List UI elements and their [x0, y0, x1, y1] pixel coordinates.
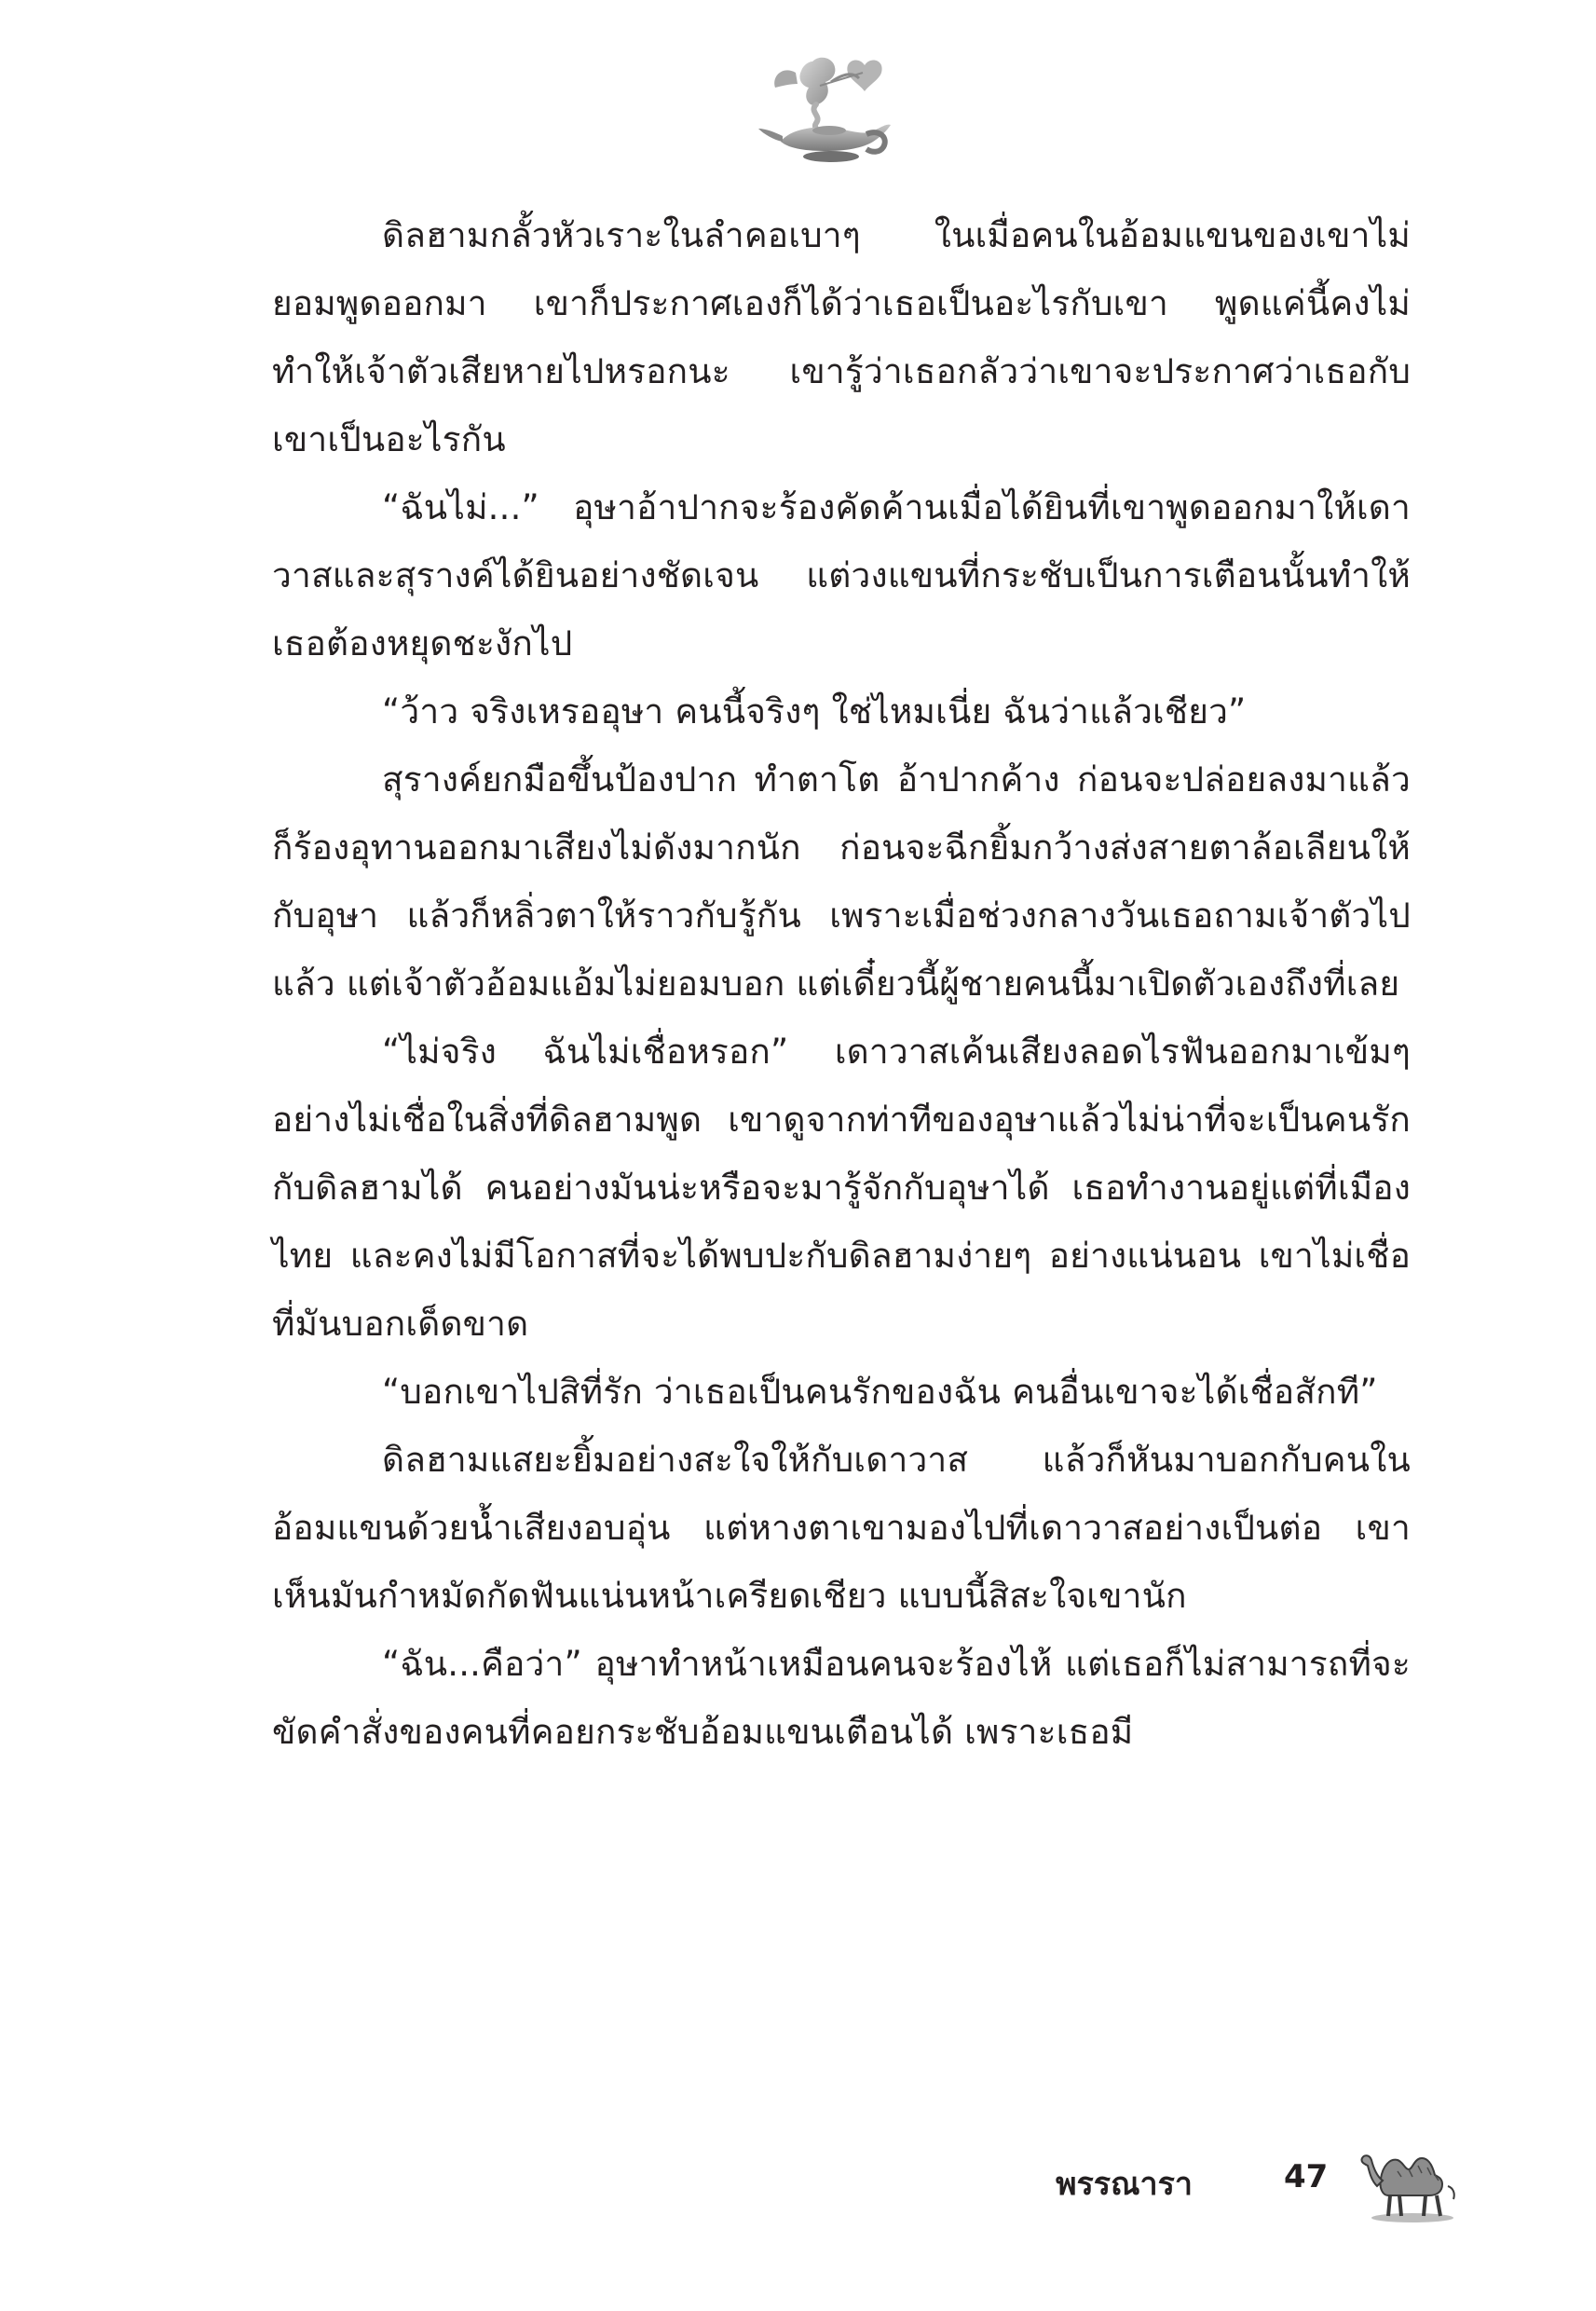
paragraph: “ฉันไม่...” อุษาอ้าปากจะร้องคัดค้านเมื่อได้ยินที่เขาพูดออกมาให้เดาวาสและสุรางค์ได้ยินอย่างชัดเจน แต่วงแขนที่กระชับเป็นการเตือนนั้นทำให้เธอต้องหยุดชะงักไป	[272, 487, 1411, 663]
paragraph: “บอกเขาไปสิที่รัก ว่าเธอเป็นคนรักของฉัน คนอื่นเขาจะได้เชื่อสักที”	[382, 1372, 1378, 1412]
camel-icon	[1360, 2125, 1463, 2227]
chapter-body	[272, 201, 1411, 1766]
cupid-genie-lamp-icon	[755, 45, 904, 166]
paragraph: สุรางค์ยกมือขึ้นป้องปาก ทำตาโต อ้าปากค้าง ก่อนจะปล่อยลงมาแล้วก็ร้องอุทานออกมาเสียงไม่ดังมากนัก ก่อนจะฉีกยิ้มกว้างส่งสายตาล้อเลียนให้กับอุษา แล้วก็หลิ่วตาให้ราวกับรู้กัน เพราะเมื่อช่วงกลางวันเธอถามเจ้าตัวไปแล้ว แต่เจ้าตัวอ้อมแอ้มไม่ยอมบอก แต่เดี๋ยวนี้ผู้ชายคนนี้มาเปิดตัวเองถึงที่เลย	[272, 759, 1411, 1004]
paragraph: “ไม่จริง ฉันไม่เชื่อหรอก” เดาวาสเค้นเสียงลอดไรฟันออกมาเข้มๆ อย่างไม่เชื่อในสิ่งที่ดิลฮามพูด เขาดูจากท่าทีของอุษาแล้วไม่น่าที่จะเป็นคนรักกับดิลฮามได้ คนอย่างมันน่ะหรือจะมารู้จักกับอุษาได้ เธอทำงานอยู่แต่ที่เมืองไทย และคงไม่มีโอกาสที่จะได้พบปะกับดิลฮามง่ายๆ อย่างแน่นอน เขาไม่เชื่อที่มันบอกเด็ดขาด	[272, 1032, 1411, 1344]
paragraph: “ฉัน...คือว่า” อุษาทำหน้าเหมือนคนจะร้องไห้ แต่เธอก็ไม่สามารถที่จะขัดคำสั่งของคนที่คอยกระชับอ้อมแขนเตือนได้ เพราะเธอมี	[272, 1644, 1411, 1752]
paragraph: “ว้าว จริงเหรออุษา คนนี้จริงๆ ใช่ไหมเนี่ย ฉันว่าแล้วเชียว”	[382, 691, 1247, 732]
paragraph: ดิลฮามแสยะยิ้มอย่างสะใจให้กับเดาวาส แล้วก็หันมาบอกกับคนในอ้อมแขนด้วยน้ำเสียงอบอุ่น แต่หางตาเขามองไปที่เดาวาสอย่างเป็นต่อ เขาเห็นมันกำหมัดกัดฟันแน่นหน้าเครียดเชียว แบบนี้สิสะใจเขานัก	[272, 1440, 1411, 1616]
page-footer	[1056, 2125, 1472, 2236]
page-number: 47	[1284, 2158, 1329, 2195]
book-title: พรรณารา	[1056, 2166, 1193, 2203]
paragraph: ดิลฮามกลั้วหัวเราะในลำคอเบาๆ ในเมื่อคนในอ้อมแขนของเขาไม่ยอมพูดออกมา เขาก็ประกาศเองก็ได้ว่าเธอเป็นอะไรกับเขา พูดแค่นี้คงไม่ทำให้เจ้าตัวเสียหายไปหรอกนะ เขารู้ว่าเธอกลัวว่าเขาจะประกาศว่าเธอกับเขาเป็นอะไรกัน	[272, 215, 1411, 459]
